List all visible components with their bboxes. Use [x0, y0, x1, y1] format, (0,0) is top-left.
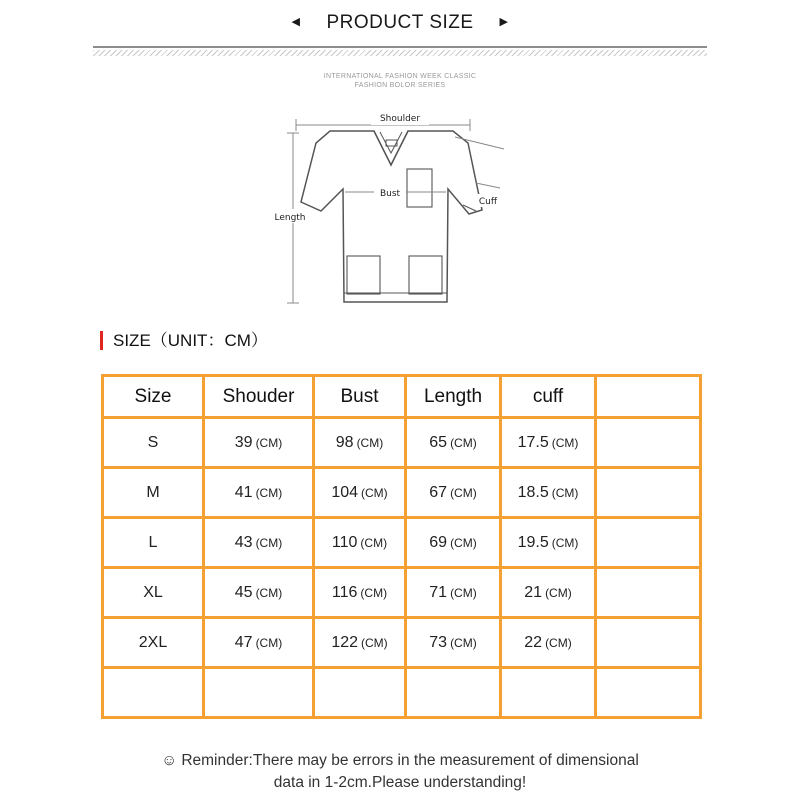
product-size-heading: [0, 12, 800, 34]
empty-cell: [596, 668, 701, 718]
length-value: 71: [429, 583, 448, 601]
product-size-title: PRODUCT SIZE: [326, 12, 474, 33]
header-empty: [596, 376, 701, 418]
shoulder-cell: [204, 618, 314, 668]
bust-value: 122: [331, 633, 359, 651]
unit-label: (CM): [545, 585, 572, 600]
length-cell: [406, 568, 501, 618]
header-cuff: cuff: [501, 376, 596, 418]
empty-cell: [596, 568, 701, 618]
size-unit-title: SIZE（UNIT：CM）: [100, 331, 268, 350]
unit-label: (CM): [450, 535, 477, 550]
unit-label: (CM): [255, 485, 283, 500]
triangle-left-icon: ◀: [291, 16, 301, 28]
size-chart-table: [101, 374, 702, 719]
unit-label: (CM): [255, 585, 283, 600]
empty-cell: [406, 668, 501, 718]
shoulder-value: 47: [234, 633, 253, 651]
unit-label: (CM): [255, 535, 283, 550]
empty-cell: [596, 418, 701, 468]
empty-cell: [596, 468, 701, 518]
length-cell: [406, 518, 501, 568]
shoulder-cell: [204, 568, 314, 618]
cuff-cell: [501, 518, 596, 568]
table-row: [103, 568, 701, 618]
unit-label: (CM): [356, 435, 384, 450]
size-cell: XL: [103, 568, 204, 618]
length-value: 67: [429, 483, 448, 501]
bust-value: 98: [335, 433, 354, 451]
bust-value: 116: [331, 583, 358, 601]
unit-label: (CM): [545, 635, 572, 650]
bust-cell: [314, 568, 406, 618]
cuff-value: 19.5: [517, 533, 549, 551]
shoulder-value: 45: [234, 583, 253, 601]
header-size: Size: [103, 376, 204, 418]
shoulder-value: 41: [234, 483, 253, 501]
unit-label: (CM): [551, 535, 579, 550]
shirt-measurement-diagram: [250, 105, 520, 320]
empty-cell: [314, 668, 406, 718]
bust-cell: [314, 618, 406, 668]
table-row: [103, 618, 701, 668]
shoulder-label: Shoulder: [379, 114, 421, 124]
bust-cell: [314, 518, 406, 568]
cuff-value: 17.5: [517, 433, 549, 451]
shoulder-value: 43: [234, 533, 253, 551]
length-cell: [406, 468, 501, 518]
unit-label: (CM): [450, 485, 477, 500]
tagline-line-1: INTERNATIONAL FASHION WEEK CLASSIC: [323, 73, 477, 80]
scrub-shirt-drawing: [301, 131, 482, 302]
cuff-cell: [501, 418, 596, 468]
unit-label: (CM): [551, 485, 579, 500]
bust-value: 104: [331, 483, 359, 501]
table-row: [103, 468, 701, 518]
unit-label: (CM): [361, 485, 388, 500]
header-length: Length: [406, 376, 501, 418]
bust-label: Bust: [379, 189, 401, 199]
empty-cell: [501, 668, 596, 718]
unit-label: (CM): [450, 435, 477, 450]
size-cell: 2XL: [103, 618, 204, 668]
tagline-line-2: FASHION BOLOR SERIES: [354, 82, 446, 89]
triangle-right-icon: ▶: [499, 16, 509, 28]
cuff-cell: [501, 468, 596, 518]
size-cell: L: [103, 518, 204, 568]
reminder-note: [0, 750, 800, 794]
cuff-cell: [501, 568, 596, 618]
shoulder-cell: [204, 468, 314, 518]
empty-cell: [103, 668, 204, 718]
unit-label: (CM): [450, 585, 477, 600]
reminder-line-1: ☺ Reminder:There may be errors in the measurement of dimensional: [161, 752, 639, 769]
length-cell: [406, 418, 501, 468]
shoulder-cell: [204, 518, 314, 568]
bust-cell: [314, 418, 406, 468]
bust-cell: [314, 468, 406, 518]
empty-cell: [596, 618, 701, 668]
heading-divider-hatch: [93, 50, 707, 56]
cuff-label: Cuff: [478, 197, 498, 207]
length-value: 65: [429, 433, 448, 451]
cuff-cell: [501, 618, 596, 668]
unit-label: (CM): [361, 635, 388, 650]
table-row-empty: [103, 668, 701, 718]
length-label: Length: [274, 213, 306, 223]
length-value: 69: [429, 533, 448, 551]
unit-label: (CM): [360, 535, 388, 550]
length-cell: [406, 618, 501, 668]
size-cell: M: [103, 468, 204, 518]
unit-label: (CM): [450, 635, 477, 650]
empty-cell: [204, 668, 314, 718]
size-cell: S: [103, 418, 204, 468]
length-value: 73: [429, 633, 448, 651]
cuff-value: 18.5: [517, 483, 549, 501]
unit-label: (CM): [360, 585, 388, 600]
table-row: [103, 418, 701, 468]
shoulder-value: 39: [234, 433, 253, 451]
unit-label: (CM): [255, 635, 283, 650]
table-header-row: [103, 376, 701, 418]
unit-label: (CM): [551, 435, 579, 450]
header-shoulder: Shouder: [204, 376, 314, 418]
heading-divider: [93, 46, 707, 48]
shoulder-cell: [204, 418, 314, 468]
bust-value: 110: [331, 533, 358, 551]
cuff-value: 21: [524, 583, 543, 601]
table-row: [103, 518, 701, 568]
cuff-value: 22: [524, 633, 543, 651]
unit-label: (CM): [255, 435, 283, 450]
header-bust: Bust: [314, 376, 406, 418]
reminder-line-2: data in 1-2cm.Please understanding!: [273, 774, 527, 791]
empty-cell: [596, 518, 701, 568]
